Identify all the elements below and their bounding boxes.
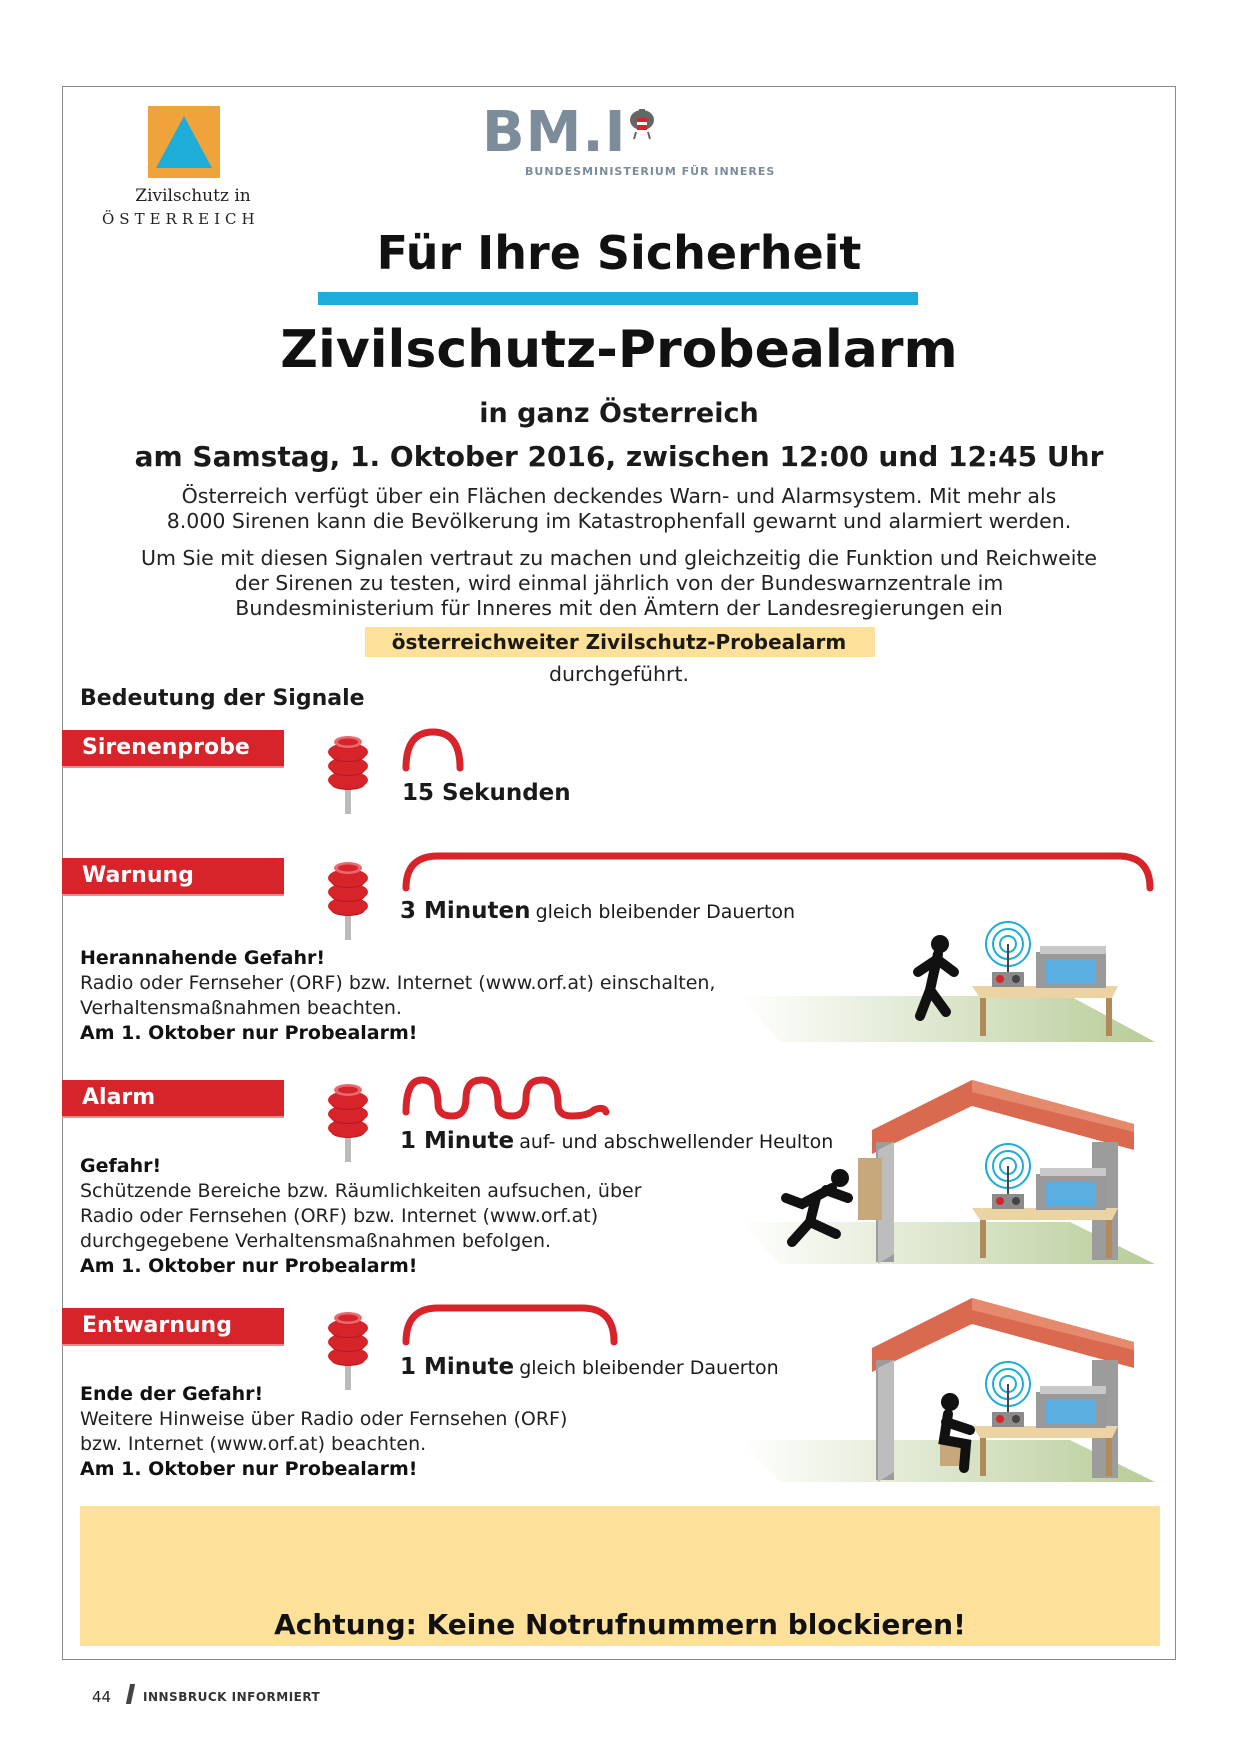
intro-after: durchgeführt. bbox=[548, 662, 690, 686]
bmi-logo-subtitle: BUNDESMINISTERIUM FÜR INNERES bbox=[525, 165, 776, 178]
intro-p1-line2: 8.000 Sirenen kann die Bevölkerung im Katastrophenfall gewarnt und alarmiert werden. bbox=[166, 509, 1072, 533]
intro-p2-line3: Bundesministerium für Inneres mit den Ämtern der Landesregierungen ein bbox=[235, 596, 1003, 620]
intro-paragraph-1 bbox=[62, 484, 1176, 534]
title-underline bbox=[318, 292, 918, 305]
intro-p1-line1: Österreich verfügt über ein Flächen deckendes Warn- und Alarmsystem. Mit mehr als bbox=[181, 484, 1057, 508]
alarm-line3: durchgegebene Verhaltensmaßnahmen befolgen. bbox=[80, 1230, 552, 1252]
alarm-tone: auf- und abschwellender Heulton bbox=[519, 1131, 834, 1153]
siren-icon bbox=[325, 862, 371, 942]
siren-icon bbox=[325, 1312, 371, 1392]
warnung-line1: Radio oder Fernseher (ORF) bzw. Internet (www.orf.at) einschalten, bbox=[80, 972, 716, 994]
page-title: Für Ihre Sicherheit bbox=[376, 226, 862, 280]
page-number: 44 bbox=[92, 1688, 112, 1706]
alarm-note: Am 1. Oktober nur Probealarm! bbox=[80, 1255, 418, 1277]
warnung-head: Herannahende Gefahr! bbox=[80, 947, 326, 969]
bmi-logo-text: BM.I bbox=[482, 100, 627, 165]
eagle-icon bbox=[628, 106, 656, 142]
alarm-duration: 1 Minute bbox=[400, 1128, 515, 1154]
signals-heading: Bedeutung der Signale bbox=[80, 686, 365, 711]
entwarnung-note: Am 1. Oktober nur Probealarm! bbox=[80, 1458, 418, 1480]
publication-name: INNSBRUCK INFORMIERT bbox=[143, 1690, 321, 1704]
intro-p2-line2: der Sirenen zu testen, wird einmal jährlich von der Bundeswarnzentrale im bbox=[234, 571, 1004, 595]
signal-curve-medium bbox=[398, 1298, 624, 1348]
warnung-illustration bbox=[740, 910, 1160, 1045]
alarm-text bbox=[80, 1154, 642, 1279]
intro-paragraph-2 bbox=[62, 546, 1176, 621]
signal-curve-short bbox=[398, 724, 468, 774]
subtitle: in ganz Österreich bbox=[479, 398, 759, 429]
entwarnung-tone: gleich bleibender Dauerton bbox=[519, 1357, 779, 1379]
entwarnung-line2: bzw. Internet (www.orf.at) beachten. bbox=[80, 1433, 427, 1455]
warnung-note: Am 1. Oktober nur Probealarm! bbox=[80, 1022, 418, 1044]
entwarnung-illustration bbox=[740, 1290, 1160, 1490]
notice-text: Achtung: Keine Notrufnummern blockieren! bbox=[274, 1608, 966, 1641]
headline: Zivilschutz-Probealarm bbox=[280, 320, 958, 380]
date-line: am Samstag, 1. Oktober 2016, zwischen 12:00 und 12:45 Uhr bbox=[134, 440, 1104, 473]
alarm-illustration bbox=[740, 1072, 1160, 1272]
warnung-label: Warnung bbox=[62, 858, 284, 894]
warnung-tone: gleich bleibender Dauerton bbox=[535, 901, 796, 923]
entwarnung-duration-row bbox=[400, 1354, 779, 1380]
entwarnung-line1: Weitere Hinweise über Radio oder Fernsehen (ORF) bbox=[80, 1408, 568, 1430]
alarm-head: Gefahr! bbox=[80, 1155, 162, 1177]
zivilschutz-text-line1: Zivilschutz in bbox=[135, 186, 251, 206]
signal-curve-long bbox=[398, 846, 1160, 896]
alarm-line1: Schützende Bereiche bzw. Räumlichkeiten aufsuchen, über bbox=[80, 1180, 642, 1202]
triangle-icon bbox=[148, 106, 220, 178]
entwarnung-duration: 1 Minute bbox=[400, 1354, 515, 1380]
siren-icon bbox=[325, 736, 371, 816]
intro-p2-line1: Um Sie mit diesen Signalen vertraut zu machen und gleichzeitig die Funktion und Reichweite bbox=[140, 546, 1098, 570]
zivilschutz-text-line2: ÖSTERREICH bbox=[102, 210, 260, 228]
warnung-duration-row bbox=[400, 898, 795, 924]
zivilschutz-logo bbox=[148, 106, 220, 178]
entwarnung-head: Ende der Gefahr! bbox=[80, 1383, 264, 1405]
highlight-text: österreichweiter Zivilschutz-Probealarm bbox=[391, 630, 847, 654]
footer-divider bbox=[126, 1684, 135, 1704]
sirenenprobe-label: Sirenenprobe bbox=[62, 730, 284, 766]
warnung-duration: 3 Minuten bbox=[400, 898, 531, 924]
alarm-line2: Radio oder Fernsehen (ORF) bzw. Internet (www.orf.at) bbox=[80, 1205, 599, 1227]
warnung-text bbox=[80, 946, 715, 1046]
sirenenprobe-duration: 15 Sekunden bbox=[402, 780, 571, 806]
siren-icon bbox=[325, 1084, 371, 1164]
entwarnung-text bbox=[80, 1382, 567, 1482]
signal-curve-wave bbox=[398, 1068, 618, 1128]
warnung-line2: Verhaltensmaßnahmen beachten. bbox=[80, 997, 402, 1019]
entwarnung-label: Entwarnung bbox=[62, 1308, 284, 1344]
alarm-label: Alarm bbox=[62, 1080, 284, 1116]
